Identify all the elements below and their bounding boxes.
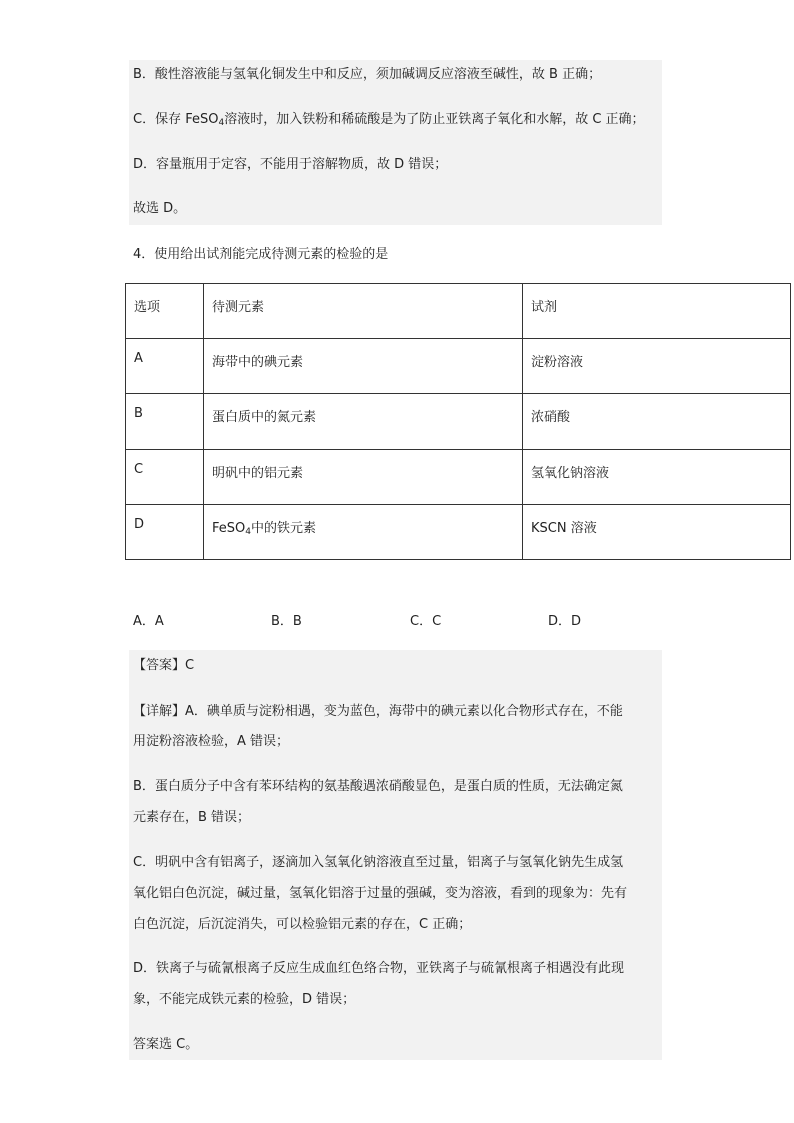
prev-line-b: B．酸性溶液能与氢氧化铜发生中和反应，须加碱调反应溶液至碱性，故 B 正确； xyxy=(133,67,602,82)
table-cell: 海带中的碘元素 xyxy=(204,339,523,394)
answer-label: 【答案】C xyxy=(133,658,195,673)
table-cell: 淀粉溶液 xyxy=(523,339,791,394)
table-cell: B xyxy=(126,394,204,449)
table-cell: 浓硝酸 xyxy=(523,394,791,449)
table-cell: 蛋白质中的氮元素 xyxy=(204,394,523,449)
detail-line: D．铁离子与硫氰根离子反应生成血红色络合物，亚铁离子与硫氰根离子相遇没有此现 xyxy=(133,961,625,976)
table-header-cell: 试剂 xyxy=(523,284,791,339)
detail-line: 用淀粉溶液检验，A 错误； xyxy=(133,734,290,749)
prev-line-c: C．保存 FeSO$_4$溶液时，加入铁粉和稀硫酸是为了防止亚铁离子氧化和水解，故 C 正确； xyxy=(133,112,645,128)
option-b: B．B xyxy=(271,614,302,629)
table-header-cell: 待测元素 xyxy=(204,284,523,339)
table-cell: A xyxy=(126,339,204,394)
table-header-row xyxy=(126,284,791,339)
table-cell: KSCN 溶液 xyxy=(523,504,791,559)
detail-line: C．明矾中含有铝离子，逐滴加入氢氧化钠溶液直至过量，铝离子与氢氧化钠先生成氢 xyxy=(133,855,624,870)
question-stem: 4．使用给出试剂能完成待测元素的检验的是 xyxy=(133,247,389,262)
option-d: D．D xyxy=(548,614,582,629)
table-row xyxy=(126,339,791,394)
table-cell: 氢氧化钠溶液 xyxy=(523,449,791,504)
table-cell: D xyxy=(126,504,204,559)
answer-conclusion: 答案选 C。 xyxy=(133,1037,199,1052)
detail-line: B．蛋白质分子中含有苯环结构的氨基酸遇浓硝酸显色，是蛋白质的性质，无法确定氮 xyxy=(133,779,623,794)
prev-line-d: D．容量瓶用于定容，不能用于溶解物质，故 D 错误； xyxy=(133,157,448,172)
detail-line: 元素存在，B 错误； xyxy=(133,810,251,825)
detail-line: 象，不能完成铁元素的检验，D 错误； xyxy=(133,992,356,1007)
table-header-cell: 选项 xyxy=(126,284,204,339)
prev-conclusion: 故选 D。 xyxy=(133,201,187,216)
table-cell: C xyxy=(126,449,204,504)
question-table xyxy=(125,283,791,560)
table-row xyxy=(126,394,791,449)
detail-line: 白色沉淀，后沉淀消失，可以检验铝元素的存在，C 正确； xyxy=(133,917,472,932)
detail-line: 氧化铝白色沉淀，碱过量，氢氧化铝溶于过量的强碱，变为溶液，看到的现象为：先有 xyxy=(133,886,628,901)
option-a: A．A xyxy=(133,614,164,629)
option-c: C．C xyxy=(410,614,442,629)
detail-line: 【详解】A．碘单质与淀粉相遇，变为蓝色，海带中的碘元素以化合物形式存在，不能 xyxy=(133,704,623,719)
table-cell: FeSO$_4$中的铁元素 xyxy=(204,504,523,559)
table-row xyxy=(126,449,791,504)
table-row xyxy=(126,504,791,559)
table-cell: 明矾中的铝元素 xyxy=(204,449,523,504)
